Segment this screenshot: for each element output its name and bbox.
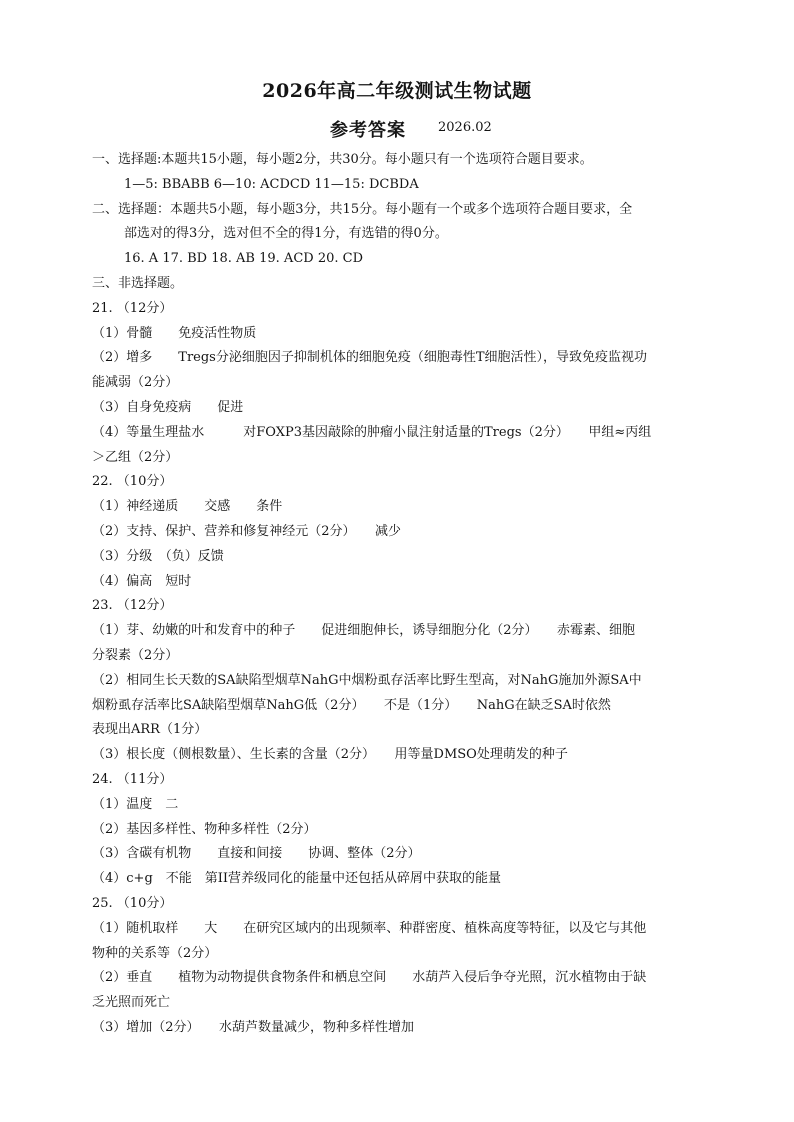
q23-heading: 23. （12分） [92,598,173,614]
q24-heading: 24. （11分） [92,771,173,787]
q22-answer-3: （3）分级 （负）反馈 [92,548,224,564]
q24-answer-1: （1）温度 二 [92,796,179,812]
section-2-heading-cont: 部选对的得3分，选对但不全的得1分，有选错的得0分。 [124,226,448,242]
section-2-answers: 16. A 17. BD 18. AB 19. ACD 20. CD [124,251,363,267]
section-3-heading: 三、非选择题。 [92,275,184,291]
document-subtitle: 参考答案 [330,120,406,141]
q23-answer-3: （3）根长度（侧根数量）、生长素的含量（2分） 用等量DMSO处理萌发的种子 [92,747,568,763]
q22-answer-4: （4）偏高 短时 [92,573,192,589]
section-1-answers: 1—5: BBABB 6—10: ACDCD 11—15: DCBDA [124,176,419,192]
q25-answer-2: （2）垂直 植物为动物提供食物条件和栖息空间 水葫芦入侵后争夺光照，沉水植物由于缺 [92,970,647,986]
q21-answer-2: （2）增多 Tregs分泌细胞因子抑制机体的细胞免疫（细胞毒性T细胞活性），导致免疫监视功 [92,350,648,366]
answer-content [92,148,704,1041]
q24-answer-2: （2）基因多样性、物种多样性（2分） [92,821,317,837]
q21-heading: 21. （12分） [92,300,173,316]
q24-answer-3: （3）含碳有机物 直接和间接 协调、整体（2分） [92,846,421,862]
section-2-heading: 二、选择题：本题共5小题，每小题3分，共15分。每小题有一个或多个选项符合题目要求，全 [92,201,633,217]
q22-answer-1: （1）神经递质 交感 条件 [92,499,283,515]
q25-answer-1: （1）随机取样 大 在研究区域内的出现频率、种群密度、植株高度等特征，以及它与其他 [92,920,647,936]
section-1-heading: 一、选择题:本题共15小题，每小题2分，共30分。每小题只有一个选项符合题目要求。 [92,152,593,167]
q25-heading: 25. （10分） [92,895,173,911]
q21-answer-2-cont: 能减弱（2分） [92,375,179,391]
document-date: 2026.02 [438,120,492,135]
q22-answer-2: （2）支持、保护、营养和修复神经元（2分） 减少 [92,523,402,539]
q23-answer-1: （1）芽、幼嫩的叶和发育中的种子 促进细胞伸长，诱导细胞分化（2分） 赤霉素、细胞 [92,623,636,639]
q21-answer-4-cont: ＞乙组（2分） [92,449,179,465]
q25-answer-3: （3）增加（2分） 水葫芦数量减少，物种多样性增加 [92,1019,415,1035]
q23-answer-1-cont: 分裂素（2分） [92,647,179,663]
q24-answer-4: （4）c+g 不能 第II营养级同化的能量中还包括从碎屑中获取的能量 [92,871,502,887]
q23-answer-2-cont-2: 表现出ARR（1分） [92,722,208,738]
q25-answer-2-cont: 乏光照而死亡 [92,995,171,1011]
q21-answer-1: （1）骨髓 免疫活性物质 [92,325,257,341]
q21-answer-4: （4）等量生理盐水 对FOXP3基因敲除的肿瘤小鼠注射适量的Tregs（2分） 甲组≈丙组 [92,424,652,440]
q23-answer-2: （2）相同生长天数的SA缺陷型烟草NahG中烟粉虱存活率比野生型高，对NahG施加外源SA中 [92,672,642,688]
q23-answer-2-cont: 烟粉虱存活率比SA缺陷型烟草NahG低（2分） 不是（1分） NahG在缺乏SA时依然 [92,697,611,713]
document-title: 2026年高二年级测试生物试题 [262,80,532,102]
q25-answer-1-cont: 物种的关系等（2分） [92,945,218,961]
q21-answer-3: （3）自身免疫病 促进 [92,399,244,415]
q22-heading: 22. （10分） [92,474,173,490]
